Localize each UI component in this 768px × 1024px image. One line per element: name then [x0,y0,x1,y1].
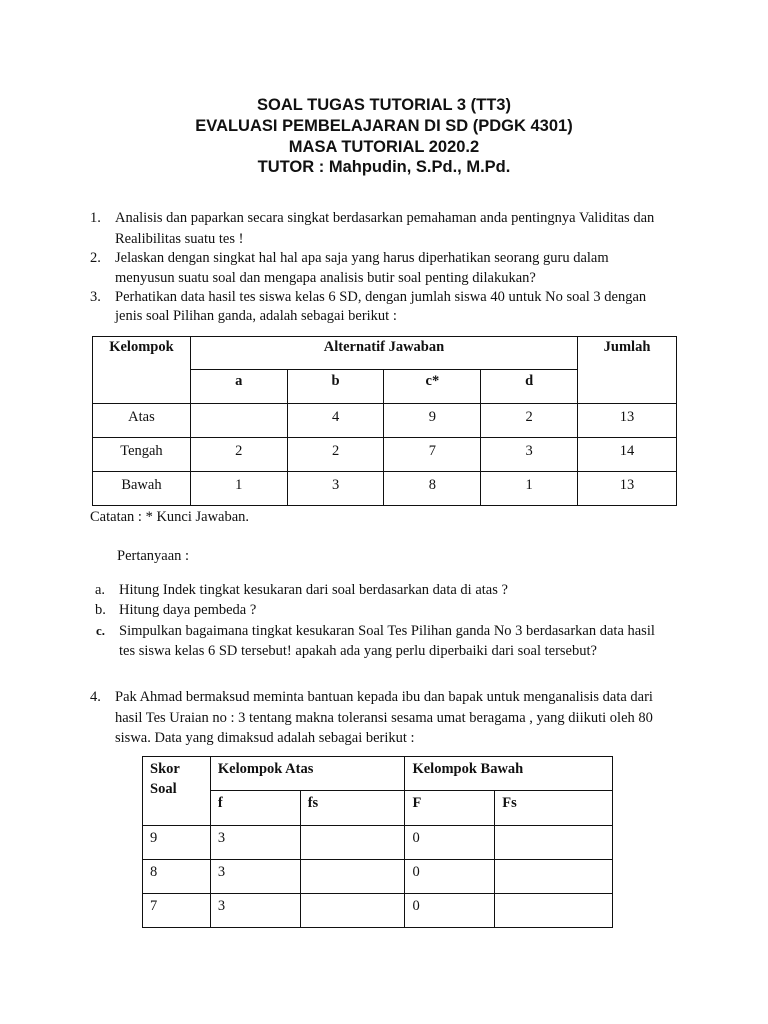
header-kelompok-bawah: Kelompok Bawah [405,757,613,791]
table-row [143,860,613,894]
answer-distribution-table [92,336,677,506]
question-2-line-1: Jelaskan dengan singkat hal hal apa saja yang harus diperhatikan seorang guru dalam [115,250,609,266]
header-skor-soal [143,757,211,826]
question-1-line-1: Analisis dan paparkan secara singkat berdasarkan pemahaman anda pentingnya Validitas dan [115,210,655,226]
row-group: Atas [93,404,191,438]
sub-questions-heading: Pertanyaan : [117,548,190,564]
header-f: f [210,791,300,826]
question-4-number: 4. [90,689,101,705]
cell-total: 14 [578,438,677,472]
cell-Fs [495,826,613,860]
question-3-number: 3. [90,289,101,305]
sub-question-a-text: Hitung Indek tingkat kesukaran dari soal berdasarkan data di atas ? [119,582,508,598]
question-4-line-1: Pak Ahmad bermaksud meminta bantuan kepada ibu dan bapak untuk menganalisis data dari [115,689,653,705]
header-option-b: b [287,370,384,404]
table-row [93,404,677,438]
cell-c: 8 [384,472,481,506]
header-kelompok-atas: Kelompok Atas [210,757,405,791]
header-soal: Soal [150,781,177,797]
header-Fs: Fs [495,791,613,826]
header-jumlah: Jumlah [578,337,677,404]
row-group: Tengah [93,438,191,472]
sub-question-c-label: c. [96,623,106,638]
sub-question-b-text: Hitung daya pembeda ? [119,602,257,618]
table-row [143,826,613,860]
question-3-line-1: Perhatikan data hasil tes siswa kelas 6 SD, dengan jumlah siswa 40 untuk No soal 3 dengan [115,289,647,305]
cell-f: 3 [210,860,300,894]
cell-b: 2 [287,438,384,472]
cell-total: 13 [578,404,677,438]
cell-d: 3 [481,438,578,472]
cell-score: 7 [143,894,211,928]
doc-title-line-2: EVALUASI PEMBELAJARAN DI SD (PDGK 4301) [195,117,573,135]
table-row [143,894,613,928]
question-3-line-2: jenis soal Pilihan ganda, adalah sebagai berikut : [115,308,397,324]
cell-c: 7 [384,438,481,472]
cell-a: 2 [190,438,287,472]
question-2-line-2: menyusun suatu soal dan mengapa analisis butir soal penting dilakukan? [115,270,536,286]
doc-title-line-3: MASA TUTORIAL 2020.2 [288,138,480,156]
question-1-number: 1. [90,210,101,226]
doc-title-line-1: SOAL TUGAS TUTORIAL 3 (TT3) [257,96,511,114]
sub-question-c-line-1: Simpulkan bagaimana tingkat kesukaran Soal Tes Pilihan ganda No 3 berdasarkan data hasil [119,623,655,639]
essay-score-table [142,756,613,928]
cell-fs [300,826,405,860]
cell-fs [300,894,405,928]
question-4-line-2: hasil Tes Uraian no : 3 tentang makna toleransi sesama umat beragama , yang diikuti oleh 80 [115,710,653,726]
cell-d: 2 [481,404,578,438]
sub-question-a-label: a. [95,582,106,598]
cell-F: 0 [405,860,495,894]
sub-question-c-line-2: tes siswa kelas 6 SD tersebut! apakah ada yang perlu diperbaiki dari soal tersebut? [119,643,597,659]
table-row [93,438,677,472]
header-alternatif-jawaban: Alternatif Jawaban [190,337,577,370]
cell-a [190,404,287,438]
cell-F: 0 [405,894,495,928]
sub-question-b-label: b. [95,602,106,618]
cell-Fs [495,860,613,894]
row-group: Bawah [93,472,191,506]
question-2-number: 2. [90,250,101,266]
cell-b: 3 [287,472,384,506]
question-1-line-2: Realibilitas suatu tes ! [115,231,244,247]
answer-key-note: Catatan : * Kunci Jawaban. [90,509,250,525]
cell-d: 1 [481,472,578,506]
header-kelompok: Kelompok [93,337,191,404]
cell-b: 4 [287,404,384,438]
cell-score: 9 [143,826,211,860]
header-option-a: a [190,370,287,404]
header-fs: fs [300,791,405,826]
cell-total: 13 [578,472,677,506]
cell-f: 3 [210,894,300,928]
header-option-d: d [481,370,578,404]
cell-f: 3 [210,826,300,860]
cell-score: 8 [143,860,211,894]
doc-title-tutor: TUTOR : Mahpudin, S.Pd., M.Pd. [257,158,511,176]
header-skor: Skor [150,761,180,777]
question-4-line-3: siswa. Data yang dimaksud adalah sebagai berikut : [115,730,415,746]
cell-Fs [495,894,613,928]
cell-a: 1 [190,472,287,506]
header-option-c: c* [384,370,481,404]
table-row [93,472,677,506]
header-F: F [405,791,495,826]
cell-F: 0 [405,826,495,860]
cell-c: 9 [384,404,481,438]
cell-fs [300,860,405,894]
